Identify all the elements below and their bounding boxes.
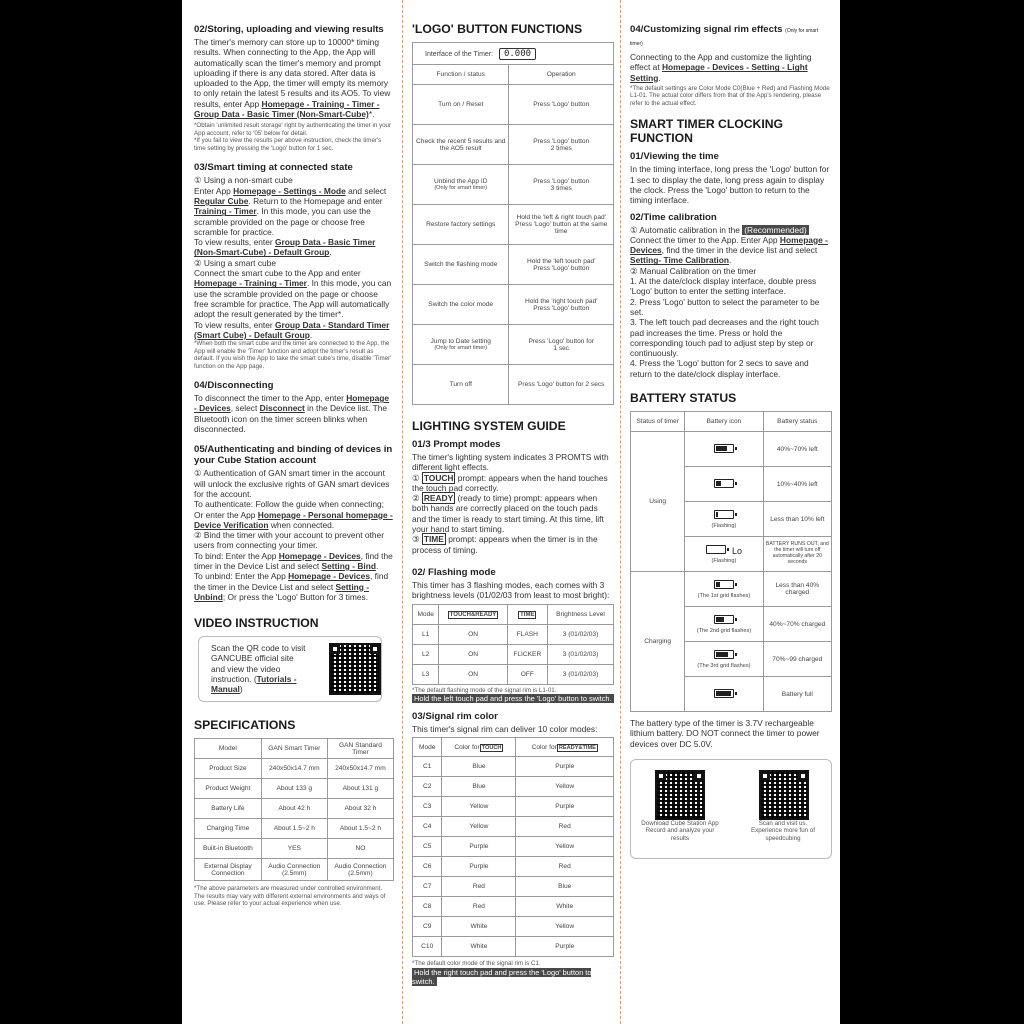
column-divider xyxy=(402,0,403,1024)
signal-rim-color-table xyxy=(412,737,614,957)
table-header: TOUCH&READY xyxy=(439,604,507,624)
footnote: *The above parameters are measured under controlled environment. The results may vary with different external environments and ways of use. Please refer to your actual experience when use. xyxy=(194,885,386,908)
video-qr-box xyxy=(198,636,382,702)
step-text: 1. At the date/clock display interface, double press 'Logo' button to enter the setting interface. xyxy=(630,276,817,297)
app-path-link[interactable]: Homepage - Settings - Mode xyxy=(233,185,346,196)
function-cell: Turn off xyxy=(413,365,509,405)
section-title: 05/Authenticating and binding of devices in your Cube Station account xyxy=(194,444,393,467)
section-title: 01/Viewing the time xyxy=(630,151,719,163)
battery-note: The battery type of the timer is 3.7V rechargeable lithium battery. DO NOT connect the timer to power devices over DC 5.0V. xyxy=(630,718,820,749)
table-row: C6 Purple Red xyxy=(413,857,614,877)
qr-code-icon xyxy=(655,770,705,820)
section-title: 04/Customizing signal rim effects (Only for smart timer) xyxy=(630,24,819,47)
table-row xyxy=(413,205,614,245)
section-text: ① Authentication of GAN smart timer in the account will unlock the exclusive rights of GAN smart devices for the account. xyxy=(194,468,390,499)
section-text: Connect the smart cube to the App and enter Homepage - Training - Timer. In this mode, you can use the scramble provided on the page or choose free scramble for practice. The App will automatically adopt the result generated by the timer*. xyxy=(194,268,392,320)
section-text: ① TOUCH prompt: appears when the hand touches the touch pad correctly. xyxy=(412,472,608,493)
table-row xyxy=(413,365,614,405)
table-header: Color for READY&TIME xyxy=(516,738,614,757)
table-row: Charging Time About 1.5~2 h About 1.5~2 h xyxy=(195,819,394,839)
section-text: In the timing interface, long press the 'Logo' button for 1 sec to display the date, long press again to display the clock. Press the 'Logo' button to return to the timing interface. xyxy=(630,164,830,206)
table-row: C10 White Purple xyxy=(413,937,614,957)
app-path-link[interactable]: Setting - Bind xyxy=(321,560,376,571)
table-row xyxy=(413,165,614,205)
function-cell: Turn on / Reset xyxy=(413,85,509,125)
lo-indicator: Lo xyxy=(731,545,742,556)
table-row xyxy=(631,432,832,467)
function-cell: Switch the flashing mode xyxy=(413,245,509,285)
table-row xyxy=(413,85,614,125)
operation-cell: Press 'Logo' button for 1 sec xyxy=(509,325,614,365)
battery-icon xyxy=(714,510,734,519)
qr-caption: Scan and visit us. Experience more fun of speedcubing xyxy=(751,819,815,842)
battery-status-cell: BATTERY RUNS OUT, and the timer will turn off automatically after 20 seconds xyxy=(763,537,831,572)
column-right xyxy=(624,0,836,1024)
app-path-link[interactable]: Training - Timer xyxy=(194,206,257,217)
battery-icon xyxy=(714,580,734,589)
section-text: To unbind: Enter the App Homepage - Devices, find the timer in the Device List and select Setting - Unbind; Or press the 'Logo' Button for 3 times. xyxy=(194,571,389,602)
table-header: Color for TOUCH xyxy=(442,738,516,757)
battery-status-cell: 40%~70% left xyxy=(763,432,831,467)
operation-cell: Press 'Logo' button 3 times xyxy=(509,165,614,205)
table-header: GAN Standard Timer xyxy=(327,739,393,759)
section-title: 02/ Flashing mode xyxy=(412,566,496,578)
table-row: L2 ON FLICKER 3 (01/02/03) xyxy=(413,644,614,664)
qr-code-icon xyxy=(759,770,809,820)
step-text: 2. Press 'Logo' button to select the parameter to be set. xyxy=(630,296,820,317)
battery-icon-cell: (The 1st grid flashes) xyxy=(685,572,763,607)
battery-icon xyxy=(714,444,734,453)
section-text: This timer's signal rim can deliver 10 color modes: xyxy=(412,724,598,735)
section-text: To disconnect the timer to the App, enter Homepage - Devices, select Disconnect in the Device list. The Bluetooth icon on the timer screen blinks when disconnected. xyxy=(194,393,390,435)
highlight-instruction: Hold the left touch pad and press the 'Logo' button to switch. xyxy=(414,694,612,704)
table-row: Product Size 240x50x14.7 mm 240x50x14.7 mm xyxy=(195,759,394,779)
subsection-title: ① Using a non-smart cube xyxy=(194,175,293,186)
time-label: TIME xyxy=(423,534,444,545)
column-left xyxy=(186,0,400,1024)
battery-status-cell: 70%~99 charged xyxy=(763,642,831,677)
section-text: The timer's memory can store up to 10000* timing results. When connecting to the App, the App will automatically scan the timer's memory and prompt uploading if there is any data stored. After data is uploaded to the App, the timer will empty its memory to only retain the latest 5 results and its AO5. To view results, enter App Homepage - Training - Timer - Group Data - Basic Timer (Non-Smart-Cube)*. xyxy=(194,37,391,120)
table-row xyxy=(413,245,614,285)
subsection-title: ② Manual Calibration on the timer xyxy=(630,265,757,276)
battery-status-cell: Less than 10% left xyxy=(763,502,831,537)
table-header: Mode xyxy=(413,738,442,757)
section-text: To view results, enter Group Data - Standard Timer (Smart Cube) - Default Group. xyxy=(194,319,390,340)
operation-cell: Hold the 'left & right touch pad' Press 'Logo' button at the same time xyxy=(509,205,614,245)
battery-icon xyxy=(706,545,726,554)
battery-icon-cell xyxy=(685,467,763,502)
section-text: The timer's lighting system indicates 3 PROMTS with different light effects. xyxy=(412,452,609,473)
battery-icon xyxy=(714,615,734,624)
battery-icon-cell xyxy=(685,677,763,712)
section-text: To authenticate: Follow the guide when connecting; Or enter the App Homepage - Personal homepage - Device Verification when connected. xyxy=(194,499,393,530)
battery-status-cell: Battery full xyxy=(763,677,831,712)
section-heading: LIGHTING SYSTEM GUIDE xyxy=(412,419,566,433)
flashing-mode-table xyxy=(412,604,614,685)
timer-interface-row: Interface of the Timer: 0.000 xyxy=(413,43,614,65)
table-header: Operation xyxy=(509,65,614,85)
table-row xyxy=(631,572,832,607)
table-header: TIME xyxy=(507,604,547,624)
step-text: 4. Press the 'Logo' button for 2 secs to save and return to the date/clock display interface. xyxy=(630,358,809,379)
table-row xyxy=(413,285,614,325)
app-path-link[interactable]: Regular Cube xyxy=(194,195,249,206)
section-heading: BATTERY STATUS xyxy=(630,391,737,406)
function-cell: Check the recent 5 results and the AO5 result xyxy=(413,125,509,165)
table-header: Status of timer xyxy=(631,412,685,432)
operation-cell: Press 'Logo' button 2 times xyxy=(509,125,614,165)
section-text: ① Automatic calibration in the (Recommended) Connect the timer to the App. Enter App Homepage - Devices, find the timer in the device list and select Setting- Time Calibration. xyxy=(630,224,828,266)
column-divider xyxy=(620,0,621,1024)
battery-status-cell: 10%~40% left xyxy=(763,467,831,502)
battery-status-table xyxy=(630,411,832,712)
light-setting-link[interactable]: Homepage - Devices - Setting - Light Setting xyxy=(630,62,808,83)
section-title: 03/Signal rim color xyxy=(412,711,498,723)
column-middle xyxy=(406,0,618,1024)
section-text: To view results, enter Group Data - Basic Timer (Non-Smart-Cube) - Default Group. xyxy=(194,237,376,258)
specifications-table xyxy=(194,738,394,881)
battery-state-label: Using xyxy=(631,432,685,572)
section-heading: SMART TIMER CLOCKING FUNCTION xyxy=(630,117,784,146)
footnote: *When both the smart cube and the timer are connected to the App, the App will enable the 'Timer' function and adopt the timer's result as default. If you wish the App to take the smart cube's time, disable 'Timer' function on the App page. xyxy=(194,340,392,370)
section-title: 02/Storing, uploading and viewing results xyxy=(194,24,384,35)
table-row: External Display Connection Audio Connection (2.5mm) Audio Connection (2.5mm) xyxy=(195,859,394,881)
section-title: 01/3 Prompt modes xyxy=(412,439,501,450)
ready-label: READY xyxy=(423,493,454,504)
battery-icon-cell xyxy=(685,432,763,467)
qr-code-icon xyxy=(329,643,381,695)
battery-icon-cell: (The 2nd grid flashes) xyxy=(685,607,763,642)
table-row xyxy=(413,325,614,365)
battery-status-cell: Less than 40% charged xyxy=(763,572,831,607)
function-cell: Switch the color mode xyxy=(413,285,509,325)
timer-display-icon: 0.000 xyxy=(499,48,536,60)
section-heading: VIDEO INSTRUCTION xyxy=(194,616,319,631)
table-header: GAN Smart Timer xyxy=(261,739,327,759)
section-title: 02/Time calibration xyxy=(630,211,717,223)
battery-icon xyxy=(714,650,734,659)
app-path-link[interactable]: Homepage - Devices xyxy=(278,550,361,561)
app-path-link[interactable]: Group Data - Basic Timer (Non-Smart-Cube) - Default Group xyxy=(194,237,376,258)
section-text: ② Bind the timer with your account to prevent other users from connecting your timer. xyxy=(194,530,384,551)
battery-status-cell: 40%~70% charged xyxy=(763,607,831,642)
table-row: Product Weight About 133 g About 131 g xyxy=(195,779,394,799)
footnote: *The default color mode of the signal rim is C1. xyxy=(412,960,541,968)
app-path-link[interactable]: Group Data - Standard Timer (Smart Cube) - Default Group xyxy=(194,319,390,340)
section-text: To bind: Enter the App Homepage - Devices, find the timer in the Device List and select Setting - Bind. xyxy=(194,550,393,571)
operation-cell: Press 'Logo' button for 2 secs xyxy=(509,365,614,405)
app-path-link[interactable]: Homepage - Personal homepage - Device Verification xyxy=(194,509,393,530)
time-calibration-link[interactable]: Setting- Time Calibration xyxy=(630,255,729,266)
function-cell: Jump to Date setting (Only for smart timer) xyxy=(413,325,509,365)
section-title: 03/Smart timing at connected state xyxy=(194,162,353,174)
table-row: C4 Yellow Red xyxy=(413,817,614,837)
operation-cell: Hold the 'left touch pad' Press 'Logo' button xyxy=(509,245,614,285)
battery-icon xyxy=(714,689,734,698)
battery-icon xyxy=(714,479,734,488)
table-header: Model xyxy=(195,739,262,759)
footnote: *The default settings are Color Mode C0(Blue + Red) and Flashing Mode L1-01. The actual color differs from that of the App's rendering, please refer to the actual effect. xyxy=(630,84,830,107)
function-cell: Restore factory settings xyxy=(413,205,509,245)
table-row xyxy=(413,125,614,165)
section-heading: SPECIFICATIONS xyxy=(194,718,296,733)
battery-icon-cell: Lo (Flashing) xyxy=(685,537,763,572)
footnote: *Obtain 'unlimited result storage' right by authenticating the timer in your App account, refer to '05' below for detail. xyxy=(194,122,392,137)
table-header: Mode xyxy=(413,604,439,624)
tutorials-link[interactable]: Tutorials - Manual xyxy=(211,674,297,695)
operation-cell: Press 'Logo' button xyxy=(509,85,614,125)
subsection-title: ② Using a smart cube xyxy=(194,257,276,268)
app-path-link[interactable]: Homepage - Training - Timer - Group Data - Basic Timer (Non-Smart-Cube) xyxy=(194,98,380,120)
table-row: C1 Blue Purple xyxy=(413,757,614,777)
section-text: This timer has 3 flashing modes, each comes with 3 brightness levels (01/02/03 from least to most bright): xyxy=(412,579,610,601)
table-header: Battery icon xyxy=(685,412,763,432)
app-path-link[interactable]: Setting - Unbind xyxy=(194,581,370,602)
section-text: ② READY (ready to time) prompt: appears when both hands are correctly placed on the touch pads and the timer is ready to start timing. At this time, lift your hand to start timing. xyxy=(412,493,604,535)
table-header: Battery status xyxy=(763,412,831,432)
disconnect-link[interactable]: Disconnect xyxy=(259,403,305,414)
app-path-link[interactable]: Homepage - Devices xyxy=(288,571,370,582)
highlight-instruction: Hold the right touch pad and press the 'Logo' button to switch. xyxy=(412,967,592,986)
table-row: C8 Red White xyxy=(413,897,614,917)
operation-cell: Hold the 'right touch pad' Press 'Logo' button xyxy=(509,285,614,325)
app-path-link[interactable]: Homepage - Training - Timer xyxy=(194,278,307,289)
section-title: 04/Disconnecting xyxy=(194,380,274,392)
section-heading: 'LOGO' BUTTON FUNCTIONS xyxy=(412,22,583,36)
function-cell: Unbind the App ID (Only for smart timer) xyxy=(413,165,509,205)
app-qr-box xyxy=(630,759,832,859)
battery-icon-cell: (Flashing) xyxy=(685,502,763,537)
footnote: *If you fail to view the results per above instruction, check the timer's time setting by pressing the 'Logo' button for 1 sec. xyxy=(194,137,382,152)
battery-icon-cell: (The 3rd grid flashes) xyxy=(685,642,763,677)
logo-function-table xyxy=(412,42,614,405)
table-header: Brightness Level xyxy=(547,604,613,624)
footnote: *The default flashing mode of the signal rim is L1-01. xyxy=(412,686,557,694)
section-text: Enter App Homepage - Settings - Mode and select Regular Cube. Return to the Homepage and enter Training - Timer. In this mode, you can use the scramble provided on the page or choose free scramble for practice. xyxy=(194,185,387,237)
table-row: L3 ON OFF 3 (01/02/03) xyxy=(413,664,614,684)
step-text: 3. The left touch pad decreases and the right touch pad increases the time. Press or hold the corresponding touch pad to adjust step by step or continuously. xyxy=(630,317,819,359)
table-row: Built-in Bluetooth YES NO xyxy=(195,839,394,859)
battery-state-label: Charging xyxy=(631,572,685,712)
qr-caption: Download Cube Station App Record and analyze your results xyxy=(641,819,719,842)
table-row: L1 ON FLASH 3 (01/02/03) xyxy=(413,624,614,644)
table-row: Battery Life About 42 h About 32 h xyxy=(195,799,394,819)
app-path-link[interactable]: Homepage - Devices xyxy=(194,393,390,414)
table-header: Function / status xyxy=(413,65,509,85)
table-row: C2 Blue Yellow xyxy=(413,777,614,797)
app-path-link[interactable]: Homepage - Devices xyxy=(630,234,828,256)
video-instruction-text: Scan the QR code to visit GANCUBE official site and view the video instruction. (Tutorials - Manual) xyxy=(211,643,306,695)
section-text: Connecting to the App and customize the lighting effect at Homepage - Devices - Setting - Light Setting. xyxy=(630,52,812,83)
touch-label: TOUCH xyxy=(423,472,454,483)
section-text: ③ TIME prompt: appears when the timer is in the process of timing. xyxy=(412,534,598,555)
table-row: C9 White Yellow xyxy=(413,917,614,937)
recommended-badge: (Recommended) xyxy=(744,224,807,235)
table-row: C5 Purple Yellow xyxy=(413,837,614,857)
table-row: C3 Yellow Purple xyxy=(413,797,614,817)
table-row: C7 Red Blue xyxy=(413,877,614,897)
